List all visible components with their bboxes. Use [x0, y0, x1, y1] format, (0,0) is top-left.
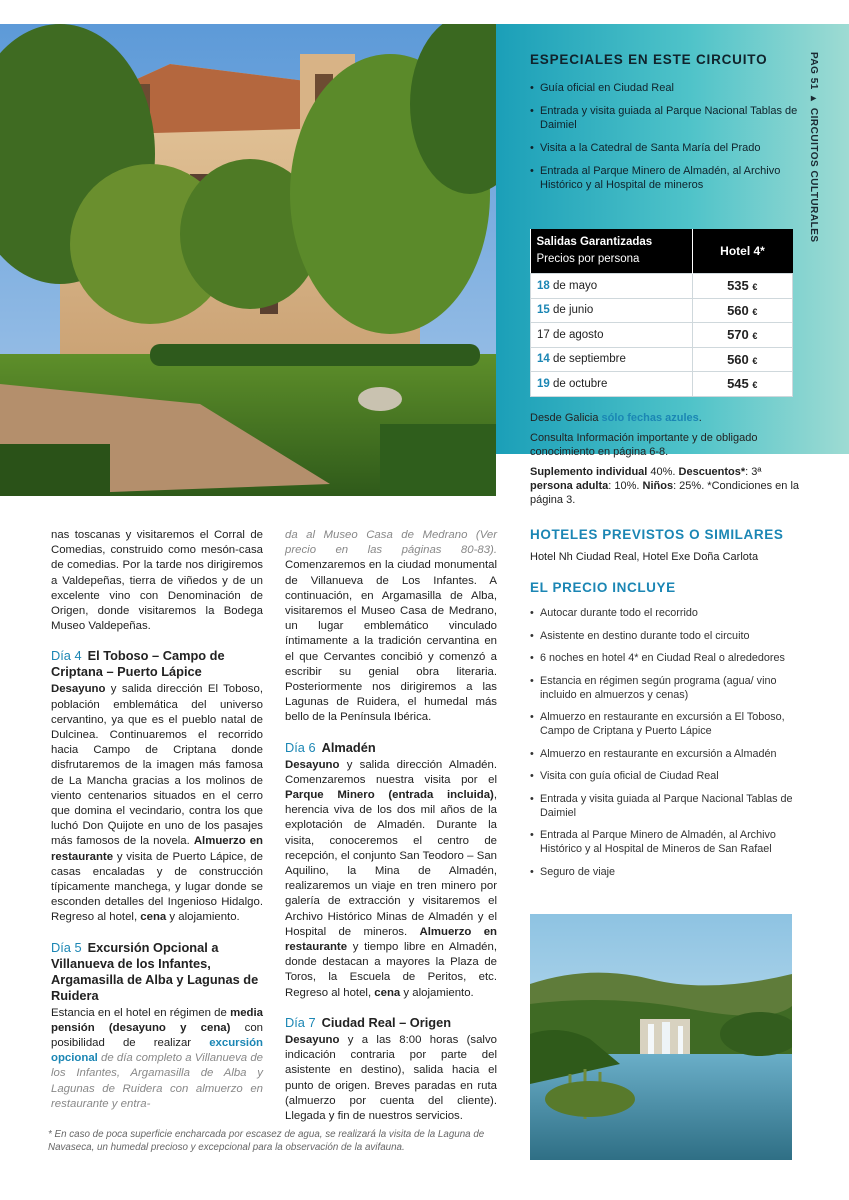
single-supplement-value: 40%. — [647, 466, 679, 478]
body-text: y visita de Puerto Lápice, de casas encaladas y de construcción típicamente manchega, y lugar donde se esconden detalles del Ingenioso Hidalgo. Regreso al hotel, — [51, 850, 263, 924]
discounts-label: Descuentos* — [678, 466, 746, 478]
list-item: • Almuerzo en restaurante en excursión a El Toboso, Campo de Criptana y Puerto Lápice — [530, 710, 805, 738]
departure-day: 15 — [537, 304, 550, 317]
day5-continuation — [285, 528, 497, 726]
price-value: 545 — [727, 376, 749, 392]
day6-heading — [285, 740, 497, 756]
day-title: Excursión Opcional a Villanueva de los Infantes, Argamasilla de Alba y Lagunas de Ruidera — [51, 939, 259, 1003]
day4-heading — [51, 648, 263, 680]
optional-excursion-link[interactable]: excursión opcional — [51, 1037, 263, 1065]
day7-text — [285, 1033, 497, 1124]
page-section-tab: PAG 51 ▸ CIRCUITOS CULTURALES — [808, 52, 819, 243]
list-item: • 6 noches en hotel 4* en Ciudad Real o alrededores — [530, 651, 805, 665]
bold-text: Desayuno — [285, 758, 340, 771]
day-number: Día 7 — [285, 1014, 316, 1030]
specials-item: • Visita a la Catedral de Santa María del Prado — [530, 141, 805, 155]
children-value: : 25%. *Condiciones en la página 3. — [530, 480, 800, 506]
specials-item: • Entrada y visita guiada al Parque Nacional Tablas de Daimiel — [530, 104, 805, 132]
list-item: • Asistente en destino durante todo el circuito — [530, 629, 805, 643]
day7-heading — [285, 1015, 497, 1031]
price-value: 560 — [727, 351, 749, 367]
price-notes — [530, 411, 800, 513]
important-info-note: Consulta Información importante y de obligado conocimiento en página 6-8. — [530, 432, 758, 458]
currency-symbol: € — [752, 380, 758, 391]
bold-text: cena — [140, 911, 167, 924]
day5-heading — [51, 940, 263, 1004]
table-row — [531, 372, 793, 397]
departure-month: de mayo — [553, 279, 598, 292]
price-table — [530, 229, 793, 397]
currency-symbol: € — [752, 306, 758, 317]
hotels-title: HOTELES PREVISTOS O SIMILARES — [530, 527, 784, 542]
departure-month: de septiembre — [553, 353, 626, 366]
body-text: y a las 8:00 horas (salvo indicación contraria por parte del asistente en destino), salida hacia el punto de origen. Breves paradas en ruta (almuerzo por cuenta del cliente). Llegada y fin de nuestros servicios. — [285, 1033, 497, 1122]
departure-month: de agosto — [553, 328, 604, 341]
itinerary-column-1 — [51, 528, 263, 1112]
price-per-person-label: Precios por persona — [536, 253, 640, 265]
price-value: 535 — [727, 278, 749, 294]
hotels-list: Hotel Nh Ciudad Real, Hotel Exe Doña Carlota — [530, 551, 759, 563]
day5-text — [51, 1006, 263, 1112]
day-number: Día 6 — [285, 739, 316, 755]
galicia-note — [530, 411, 800, 425]
page-number: PAG 51 — [808, 52, 819, 90]
price-value: 570 — [727, 327, 749, 343]
body-text: y salida dirección Almadén. Comenzaremos nuestra visita por el — [285, 758, 497, 786]
body-text: Comenzaremos en la ciudad monumental de Villanueva de Los Infantes. A continuación, en Argamasilla de Alba, visitaremos el Museo Casa de Medrano, un lugar emblemático vinculado íntimamente a la tradición cervantina en el que Cervantes concibió y comenzó a escribir su genial obra literaria. Posteriormente nos dirigiremos a las Lagunas de Ruidera, el humedal más bello de la Península Ibérica. — [285, 559, 497, 724]
currency-symbol: € — [752, 282, 758, 293]
day3-continuation: nas toscanas y visitaremos el Corral de Comedias, construido como mesón-casa de comedias. Por la tarde nos dirigiremos a Valdepeñas, tierra de viñedos y de un excelente vino con Denominación de Origen, donde visitaremos la Bodega Museo Valdepeñas. — [51, 529, 263, 633]
includes-list — [530, 606, 805, 887]
discounts-value: : 3ª — [745, 466, 762, 478]
price-table-header — [531, 229, 693, 274]
guaranteed-departures-label: Salidas Garantizadas — [536, 236, 653, 248]
lagoon-waterfall-photo — [530, 914, 792, 1160]
list-item: • Seguro de viaje — [530, 865, 805, 879]
single-supplement-label: Suplemento individual — [530, 466, 648, 478]
third-adult-label: persona adulta — [530, 480, 609, 492]
list-item: • Estancia en régimen según programa (agua/ vino incluido en almuerzos y cenas) — [530, 674, 805, 702]
body-text: , herencia viva de los dos mil años de la explotación de Almadén. Durante la visita, conoceremos el centro de recepción, el conjunto San Teodoro – San Aquilino, la Mina de Almadén, realizaremos un viaje en tren minero por galería de extracción y visitaremos el Archivo Histórico Minas de Almadén y el Hospital de mineros. — [285, 789, 497, 938]
bold-text: media pensión (desayuno y cena) — [51, 1006, 263, 1034]
body-text: Estancia en el hotel en régimen de — [51, 1006, 231, 1019]
includes-title: EL PRECIO INCLUYE — [530, 580, 676, 595]
table-row — [531, 323, 793, 348]
itinerary-column-2 — [285, 528, 497, 1124]
list-item: • Entrada y visita guiada al Parque Nacional Tablas de Daimiel — [530, 792, 805, 820]
specials-title: ESPECIALES EN ESTE CIRCUITO — [530, 52, 768, 67]
price-value: 560 — [727, 302, 749, 318]
list-item: • Autocar durante todo el recorrido — [530, 606, 805, 620]
day6-text — [285, 758, 497, 1001]
day-title: Ciudad Real – Origen — [321, 1014, 452, 1030]
day-number: Día 4 — [51, 648, 82, 664]
currency-symbol: € — [752, 355, 758, 366]
body-text: y alojamiento. — [166, 911, 240, 924]
italic-text: da al Museo Casa de Medrano (Ver precio en las páginas 80-83). — [285, 529, 497, 557]
list-item: • Visita con guía oficial de Ciudad Real — [530, 769, 805, 783]
body-text: y tiempo libre en Almadén, donde destacan a mayores la Plaza de Toros, la Escuela de Peritos, etc. Regreso al hotel, — [285, 941, 497, 999]
bold-text: Parque Minero (entrada incluida) — [285, 789, 494, 802]
specials-list — [530, 81, 805, 192]
day-number: Día 5 — [51, 939, 82, 955]
specials-item: • Entrada al Parque Minero de Almadén, al Archivo Histórico y al Hospital de mineros — [530, 164, 805, 192]
table-row — [531, 298, 793, 323]
specials-box — [530, 52, 805, 201]
bold-text: Desayuno — [51, 683, 106, 696]
departure-month: de octubre — [553, 377, 608, 390]
italic-text: de día completo a Villanueva de los Infantes, Argamasilla de Alba y Lagunas de Ruidera con almuerzo en restaurante y entra- — [51, 1052, 263, 1110]
departure-day: 18 — [537, 279, 550, 292]
day-title: Almadén — [321, 739, 376, 755]
body-text: y alojamiento. — [400, 986, 474, 999]
body-text: con posibilidad de realizar — [51, 1021, 263, 1050]
day4-text — [51, 682, 263, 925]
garden-building-photo — [0, 24, 496, 496]
list-item: • Entrada al Parque Minero de Almadén, al Archivo Histórico y al Hospital de Mineros de San Rafael — [530, 828, 805, 856]
children-label: Niños — [642, 480, 674, 492]
departure-day: 19 — [537, 377, 550, 390]
blue-dates-link: sólo fechas azules — [601, 412, 699, 424]
section-name: CIRCUITOS CULTURALES — [808, 107, 819, 243]
table-row — [531, 347, 793, 372]
departure-day: 17 — [537, 328, 550, 341]
supplements-note — [530, 465, 800, 507]
body-text: y salida dirección El Toboso, población emblemática del universo cervantino, ya que es el pueblo natal de Dulcinea. Continuaremos el recorrido hacia Campo de Criptana donde disfrutaremos de la imagen más famosa de La Mancha gracias a los molinos de viento centenarios situados en el cerro que domina el vecindario, contra los que luchó Don Quijote en uno de los pasajes más famosos de la novela. — [51, 683, 263, 848]
bold-text: Almuerzo en restaurante — [285, 925, 497, 954]
currency-symbol: € — [752, 331, 758, 342]
bold-text: cena — [374, 986, 401, 999]
third-adult-value: : 10%. — [608, 480, 643, 492]
table-row — [531, 274, 793, 299]
galicia-suffix: . — [698, 412, 702, 424]
hotel-category-header: Hotel 4* — [692, 229, 793, 274]
specials-item: • Guía oficial en Ciudad Real — [530, 81, 805, 95]
list-item: • Almuerzo en restaurante en excursión a Almadén — [530, 747, 805, 761]
bold-text: Almuerzo en restaurante — [51, 835, 263, 863]
footnote: * En caso de poca superficie encharcada por escasez de agua, se realizará la visita de la Laguna de Navaseca, un humedal precioso y excepcional para la observación de la avifauna. — [48, 1129, 485, 1153]
departure-month: de junio — [553, 304, 594, 317]
bold-text: Desayuno — [285, 1033, 340, 1046]
day-title: El Toboso – Campo de Criptana – Puerto Lápice — [51, 648, 225, 680]
galicia-prefix: Desde Galicia — [530, 412, 602, 424]
departure-day: 14 — [537, 353, 550, 366]
